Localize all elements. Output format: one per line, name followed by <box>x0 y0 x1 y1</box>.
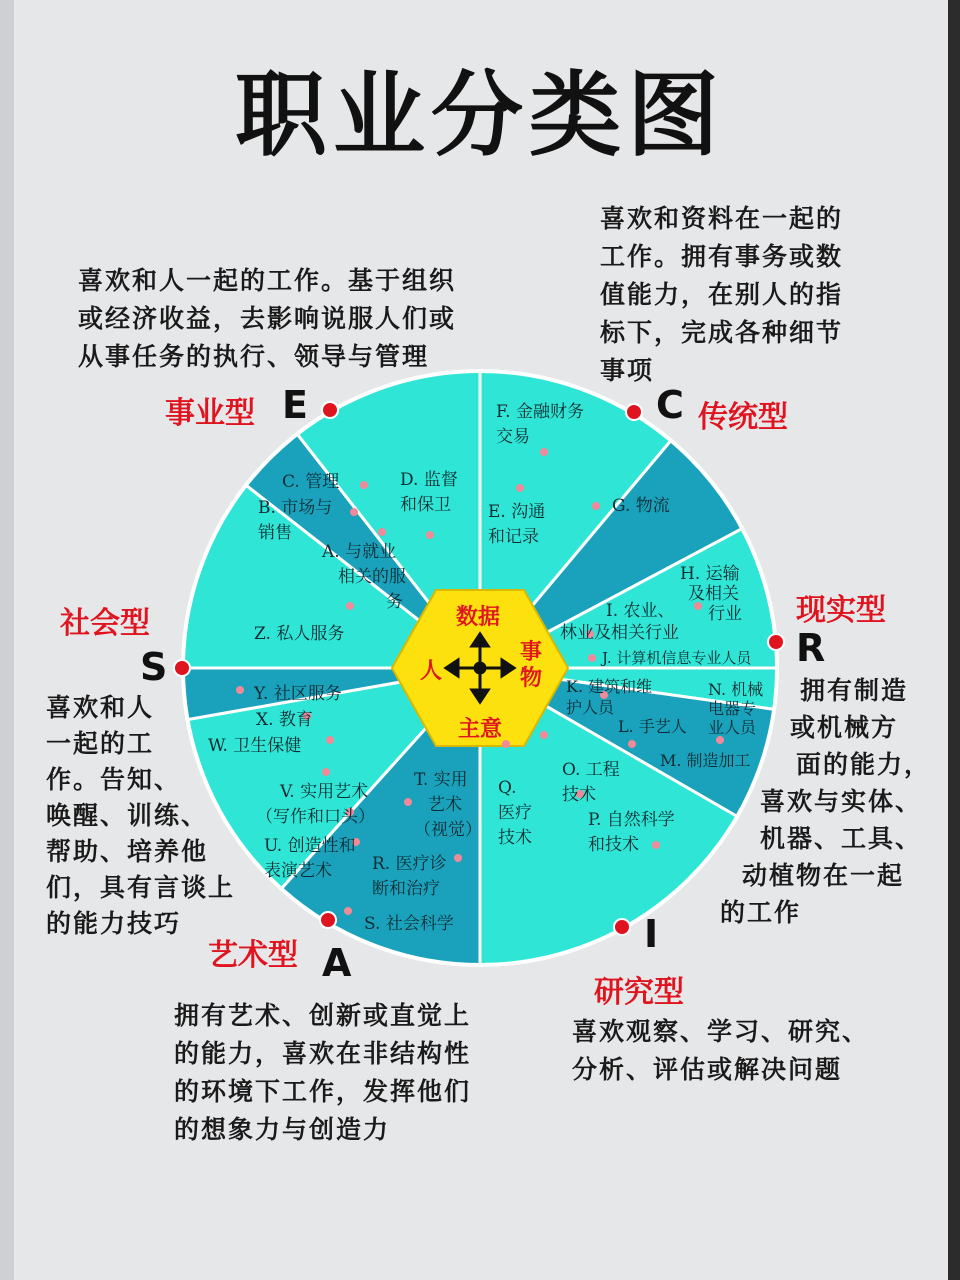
segment-label-i: I. 农业、 林业及相关行业 <box>560 601 679 643</box>
segment-dot <box>378 528 386 536</box>
segment-dot <box>592 502 600 510</box>
segment-label-x: X. 教育 <box>256 710 313 730</box>
segment-label-e: E. 沟通 和记录 <box>488 502 546 547</box>
type-marker-dot <box>322 402 338 418</box>
desc-investigative: 喜欢观察、学习、研究、 分析、评估或解决问题 <box>572 1017 870 1084</box>
segment-label-r: R. 医疗诊 断和治疗 <box>372 854 447 899</box>
segment-label-l: L. 手艺人 <box>618 717 687 736</box>
type-name-conventional: 传统型 <box>698 400 788 435</box>
segment-dot <box>326 736 334 744</box>
type-name-enterprising: 事业型 <box>165 396 255 431</box>
segment-dot <box>404 798 412 806</box>
segment-label-y: Y. 社区服务 <box>254 684 342 704</box>
segment-label-d: D. 监督 和保卫 <box>400 470 458 515</box>
segment-label-m: M. 制造加工 <box>660 751 751 770</box>
segment-label-n: N. 机械 电器专 业人员 <box>708 680 764 737</box>
segment-label-a: A. 与就业 相关的服 务 <box>322 542 406 612</box>
type-name-realistic: 现实型 <box>796 593 886 628</box>
type-letter-e: E <box>282 383 308 427</box>
segment-label-b: B. 市场与 销售 <box>258 498 333 543</box>
segment-dot <box>360 481 368 489</box>
type-name-social: 社会型 <box>60 606 150 641</box>
type-marker-dot <box>614 919 630 935</box>
segment-label-s: S. 社会科学 <box>364 914 454 934</box>
segment-dot <box>350 508 358 516</box>
segment-label-w: W. 卫生保健 <box>208 736 302 756</box>
desc-enterprising: 喜欢和人一起的工作。基于组织 或经济收益，去影响说服人们或 从事任务的执行、领导与管理 <box>78 266 457 371</box>
center-label-things: 事物 <box>520 640 543 691</box>
segment-label-t: T. 实用 艺术 （视觉） <box>414 770 482 840</box>
type-marker-dot <box>174 660 190 676</box>
type-letter-c: C <box>656 383 684 427</box>
segment-label-z: Z. 私人服务 <box>254 624 345 644</box>
segment-dot <box>426 531 434 539</box>
segment-label-v: V. 实用艺术 （写作和口头） <box>256 782 375 827</box>
center-label-people: 人 <box>420 659 443 684</box>
type-marker-dot <box>320 912 336 928</box>
segment-label-o: O. 工程 技术 <box>562 760 620 805</box>
segment-dot <box>588 654 596 662</box>
desc-realistic: 拥有制造 或机械方 面的能力， 喜欢与实体、 机器、工具、 动植物在一起 的工作 <box>720 676 932 927</box>
type-letter-s: S <box>140 645 168 689</box>
segment-label-q: Q. 医疗 技术 <box>498 778 532 848</box>
segment-dot <box>716 736 724 744</box>
segment-label-u: U. 创造性和 表演艺术 <box>264 836 356 881</box>
page-title: 职业分类图 <box>234 62 725 169</box>
segment-dot <box>628 740 636 748</box>
segment-dot <box>236 686 244 694</box>
segment-label-c: C. 管理 <box>282 472 340 492</box>
type-name-investigative: 研究型 <box>594 975 684 1010</box>
desc-conventional: 喜欢和资料在一起的 工作。拥有事务或数 值能力，在别人的指 标下，完成各种细节 事项 <box>600 204 844 385</box>
type-letter-i: I <box>644 912 659 956</box>
segment-dot <box>516 484 524 492</box>
type-letter-a: A <box>322 941 352 985</box>
type-letter-r: R <box>796 626 826 670</box>
segment-dot <box>502 740 510 748</box>
center-label-ideas: 主意 <box>458 717 503 742</box>
segment-label-j: J. 计算机信息专业人员 <box>602 649 752 667</box>
segment-label-h: H. 运输 及相关 行业 <box>680 564 742 624</box>
segment-dot <box>322 768 330 776</box>
type-name-artistic: 艺术型 <box>208 938 298 973</box>
center-label-data: 数据 <box>456 605 501 630</box>
segment-label-p: P. 自然科学 和技术 <box>588 810 675 855</box>
segment-dot <box>454 854 462 862</box>
segment-label-f: F. 金融财务 交易 <box>496 402 584 447</box>
desc-artistic: 拥有艺术、创新或直觉上 的能力，喜欢在非结构性 的环境下工作，发挥他们 的想象力与创造力 <box>174 1001 472 1144</box>
segment-dot <box>540 731 548 739</box>
segment-dot <box>344 907 352 915</box>
segment-label-k: K. 建筑和维 护人员 <box>566 677 653 717</box>
segment-label-g: G. 物流 <box>612 496 670 516</box>
desc-social: 喜欢和人 一起的工 作。告知、 唤醒、训练、 帮助、培养他 们，具有言谈上 的能力技巧 <box>46 693 236 938</box>
type-marker-dot <box>626 404 642 420</box>
type-marker-dot <box>768 634 784 650</box>
